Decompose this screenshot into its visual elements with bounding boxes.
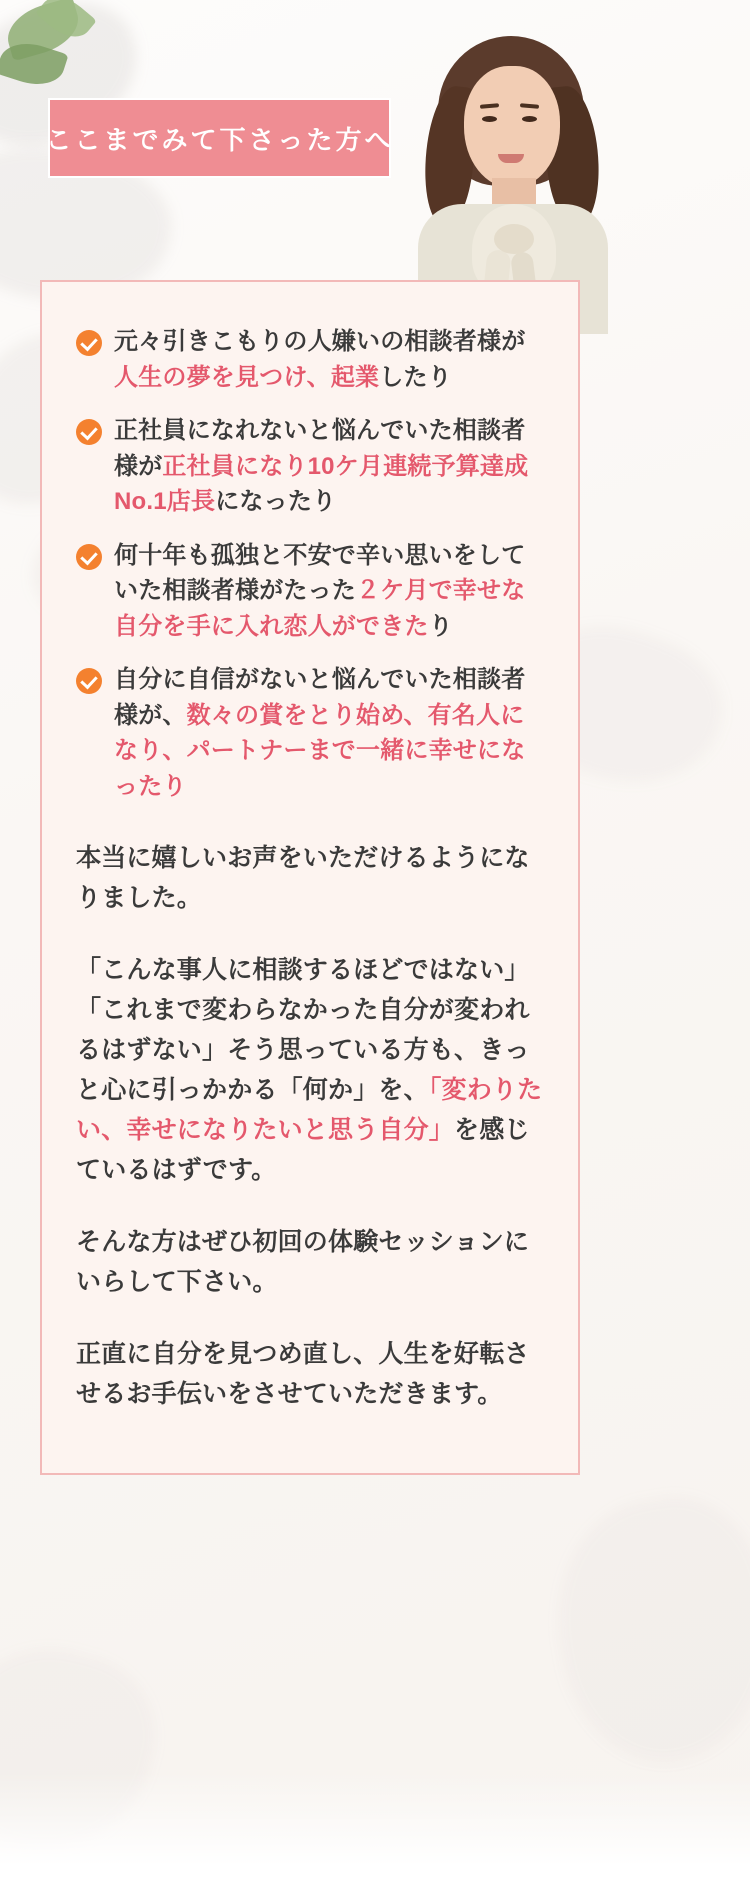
bullet-segment-plain: 正社員になれないと悩んでいた相談者様が	[114, 417, 526, 480]
bullet-segment-plain: 何十年も孤独と不安で辛い思いをしていた相談者様がたった	[114, 541, 526, 605]
portrait-eye-left	[482, 116, 497, 122]
body-paragraph	[76, 838, 548, 918]
body-paragraph	[76, 1334, 548, 1414]
check-circle-icon	[76, 668, 102, 694]
portrait-face	[464, 66, 560, 188]
list-item-text	[114, 324, 548, 395]
decorative-leaf-shadow	[0, 1628, 172, 1873]
body-paragraph	[76, 950, 548, 1190]
paragraph-segment-plain: を感じているはずです。	[76, 1116, 530, 1185]
paragraph-segment-plain: 「こんな事人に相談するほどではない」「これまで変わらなかった自分が変われるはずない」そう思っている方も、きっと心に引っかかる「何か」を、	[76, 956, 530, 1105]
list-item-text	[114, 662, 548, 804]
list-item	[76, 324, 548, 395]
list-item-text	[114, 538, 548, 645]
bullet-segment-highlight: ２ケ月で幸せな自分を手に入れ恋人ができた	[114, 577, 526, 640]
portrait-eye-right	[522, 116, 537, 122]
bullet-segment-plain: になったり	[215, 488, 337, 516]
decorative-leaf-shadow	[539, 1484, 750, 1777]
bullet-segment-plain: 元々引きこもりの人嫌いの相談者様が	[114, 328, 526, 355]
portrait-scarf-knot	[494, 224, 534, 254]
paragraph-segment-plain: 正直に自分を見つめ直し、人生を好転させるお手伝いをさせていただきます。	[76, 1340, 530, 1409]
check-circle-icon	[76, 330, 102, 356]
list-item	[76, 413, 548, 520]
bullet-segment-plain: り	[428, 612, 453, 640]
section-heading-ribbon	[45, 98, 394, 178]
paragraph-segment-plain: そんな方はぜひ初回の体験セッションにいらして下さい。	[76, 1228, 530, 1297]
bullet-segment-highlight: 正社員になり10ケ月連続予算達成No.1店長	[114, 452, 529, 516]
paragraph-segment-highlight: 「変わりたい、幸せになりたいと思う自分」	[76, 1076, 543, 1145]
paragraph-segment-plain: 本当に嬉しいお声をいただけるようになりました。	[76, 844, 530, 913]
body-paragraph	[76, 1222, 548, 1302]
list-item	[76, 538, 548, 645]
bullet-segment-highlight: 人生の夢を見つけ、起業	[114, 363, 380, 391]
section-heading-text: ここまでみて下さった方へ	[45, 124, 394, 155]
check-circle-icon	[76, 544, 102, 570]
content-card	[40, 280, 580, 1475]
bullet-segment-highlight: 数々の賞をとり始め、有名人になり、パートナーまで一緒に幸せになったり	[114, 701, 526, 800]
check-circle-icon	[76, 419, 102, 445]
bullet-segment-plain: 自分に自信がないと悩んでいた相談者様が、	[114, 666, 526, 729]
bullet-segment-plain: したり	[379, 363, 452, 391]
achievement-list	[76, 324, 548, 804]
body-paragraphs	[76, 838, 548, 1414]
list-item	[76, 662, 548, 804]
list-item-text	[114, 413, 548, 520]
